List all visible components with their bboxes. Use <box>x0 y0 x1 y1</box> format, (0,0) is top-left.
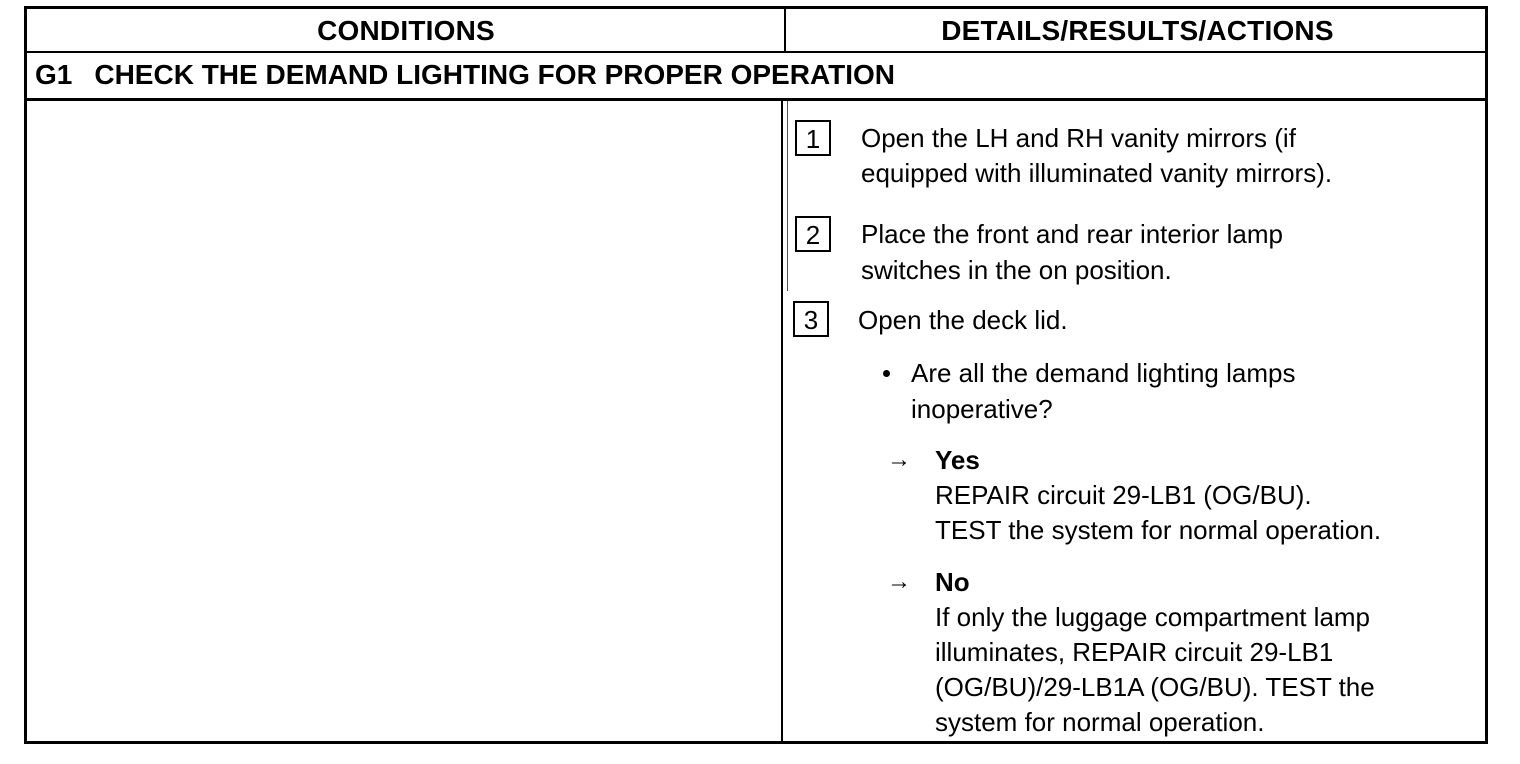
question-line: Are all the demand lighting lamps <box>911 358 1296 388</box>
answer-line: REPAIR circuit 29-LB1 (OG/BU). <box>935 480 1312 510</box>
test-title-row <box>27 53 1485 101</box>
conditions-cell <box>27 101 781 744</box>
answer-label: Yes <box>935 445 980 475</box>
header-divider <box>784 9 786 51</box>
step-text-line: equipped with illuminated vanity mirrors). <box>861 158 1333 188</box>
bullet-icon <box>883 370 890 377</box>
step-text-line: switches in the on position. <box>861 255 1172 285</box>
step-text-line: Open the LH and RH vanity mirrors (if <box>861 123 1296 153</box>
answer-line: (OG/BU)/29-LB1A (OG/BU). TEST the <box>935 672 1375 702</box>
test-code: G1 <box>35 59 73 90</box>
right-arrow-icon: → <box>887 568 911 595</box>
diagnostic-table <box>24 6 1488 744</box>
details-header: DETAILS/RESULTS/ACTIONS <box>941 15 1334 46</box>
answer-line: TEST the system for normal operation. <box>935 515 1382 545</box>
conditions-header: CONDITIONS <box>317 15 495 46</box>
step-text-line: Open the deck lid. <box>858 305 1068 335</box>
test-title <box>35 53 895 97</box>
column-divider <box>781 101 783 744</box>
step-number-box: 2 <box>795 216 831 252</box>
step-number-box: 1 <box>795 120 831 156</box>
answer-label: No <box>935 567 970 597</box>
right-arrow-icon: → <box>887 446 911 473</box>
step-number-box: 3 <box>793 301 829 337</box>
question-line: inoperative? <box>911 394 1053 424</box>
answer-line: If only the luggage compartment lamp <box>935 602 1371 632</box>
answer-line: illuminates, REPAIR circuit 29-LB1 <box>935 637 1334 667</box>
column-divider-inner <box>787 101 788 291</box>
step-text-line: Place the front and rear interior lamp <box>861 219 1283 249</box>
answer-line: system for normal operation. <box>935 707 1265 737</box>
test-title-text: CHECK THE DEMAND LIGHTING FOR PROPER OPERATION <box>94 59 895 90</box>
table-header-row <box>27 9 1485 53</box>
